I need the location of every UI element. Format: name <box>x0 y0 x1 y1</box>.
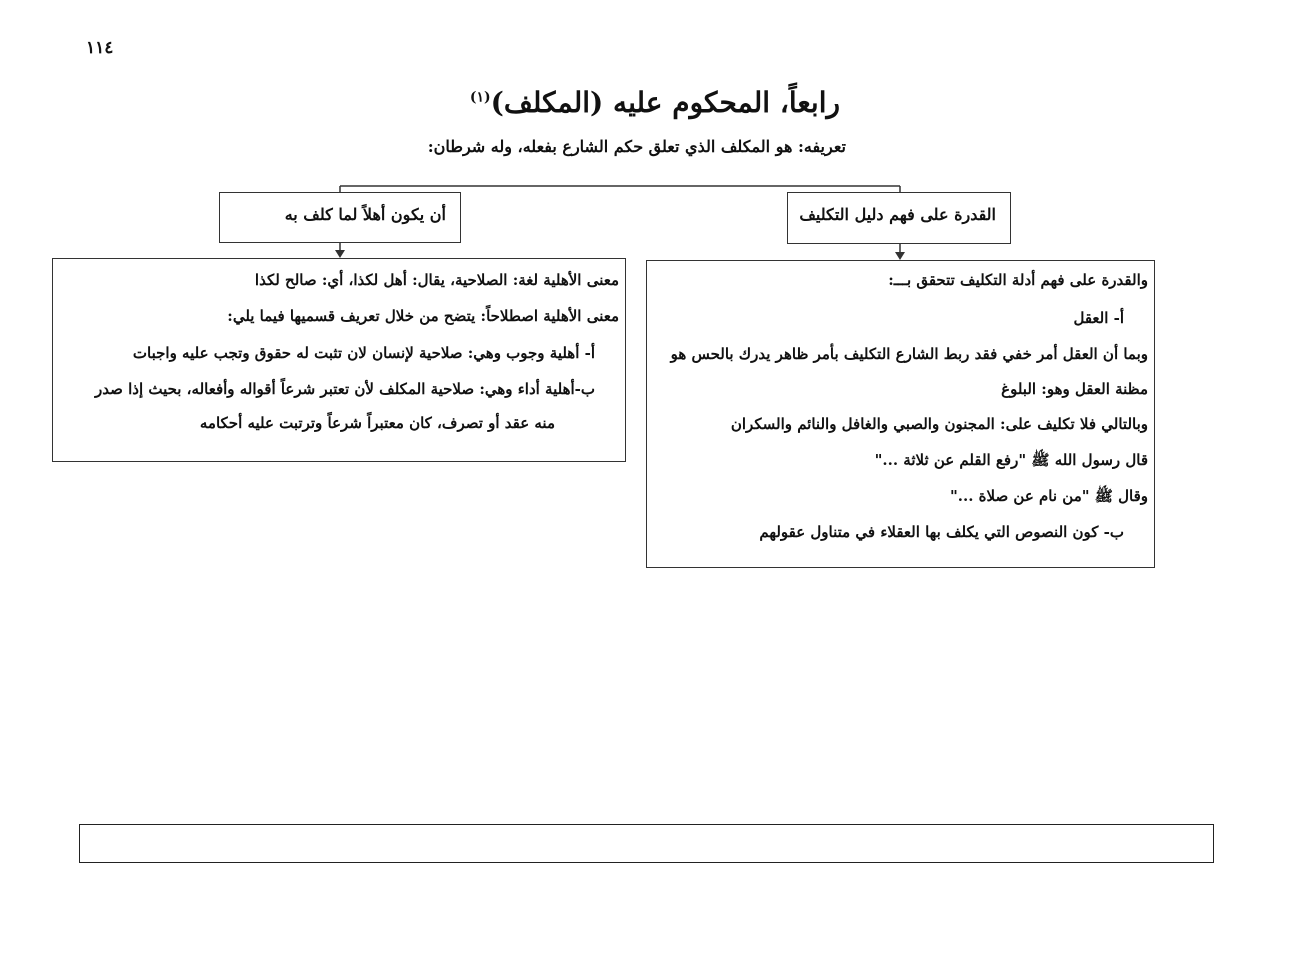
panel-left-line: ب-أهلية أداء وهي: صلاحية المكلف لأن تعتبر شرعاً أقواله وأفعاله، بحيث إذا صدر <box>95 380 595 398</box>
condition-box-left <box>219 192 461 243</box>
panel-right-line: أ- العقل <box>1073 309 1124 327</box>
panel-right-line: وبالتالي فلا تكليف على: المجنون والصبي والغافل والنائم والسكران <box>730 415 1148 433</box>
panel-left-line: معنى الأهلية اصطلاحاً: يتضح من خلال تعريف قسميها فيما يلي: <box>227 307 619 325</box>
arrow-left-head <box>335 250 345 258</box>
section-title <box>300 86 840 119</box>
arrow-right-head <box>895 252 905 260</box>
panel-left-line: منه عقد أو تصرف، كان معتبراً شرعاً وترتبت عليه أحكامه <box>199 414 555 432</box>
section-title-text: رابعاً، المحكوم عليه (المكلف) <box>490 86 840 119</box>
page-number: ١١٤ <box>86 38 114 58</box>
condition-box-right <box>787 192 1011 244</box>
panel-right-line: قال رسول الله ﷺ "رفع القلم عن ثلاثة ..." <box>874 451 1148 469</box>
panel-right <box>646 260 1155 568</box>
definition-text: تعريفه: هو المكلف الذي تعلق حكم الشارع بفعله، وله شرطان: <box>427 137 846 156</box>
panel-right-line: ب- كون النصوص التي يكلف بها العقلاء في متناول عقولهم <box>759 523 1124 541</box>
panel-right-line: والقدرة على فهم أدلة التكليف تتحقق بـــ: <box>888 271 1148 289</box>
panel-left-line: أ- أهلية وجوب وهي: صلاحية لإنسان لان تثبت له حقوق وتجب عليه واجبات <box>132 344 595 362</box>
condition-right-label: القدرة على فهم دليل التكليف <box>799 205 996 224</box>
footnote-mark: (١) <box>469 89 491 106</box>
panel-right-line: وقال ﷺ "من نام عن صلاة ..." <box>949 487 1148 505</box>
panel-left <box>52 258 626 462</box>
footer-box <box>79 824 1214 863</box>
condition-left-label: أن يكون أهلاً لما كلف به <box>284 205 446 224</box>
panel-right-line: مظنة العقل وهو: البلوغ <box>1001 380 1148 398</box>
panel-left-line: معنى الأهلية لغة: الصلاحية، يقال: أهل لكذا، أي: صالح لكذا <box>254 271 619 289</box>
panel-right-line: وبما أن العقل أمر خفي فقد ربط الشارع التكليف بأمر ظاهر يدرك بالحس هو <box>670 345 1148 363</box>
